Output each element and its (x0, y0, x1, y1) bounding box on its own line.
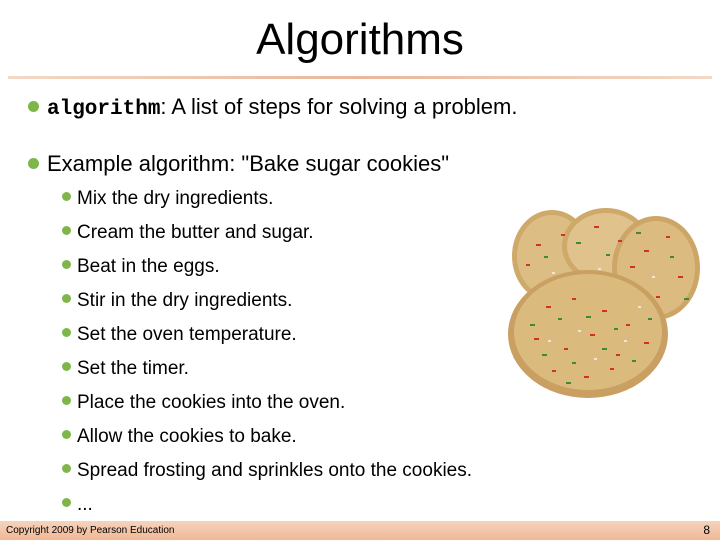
slide-title: Algorithms (256, 15, 464, 64)
step-item (62, 288, 292, 314)
bullet-icon (62, 294, 71, 303)
step-item (62, 390, 345, 416)
step-item (62, 254, 220, 280)
step-item (62, 220, 314, 246)
bullet-icon (28, 101, 39, 112)
example-bullet-item (28, 149, 449, 179)
footer-copyright: Copyright 2009 by Pearson Education (6, 525, 175, 536)
step-item (62, 322, 297, 348)
step-text: Set the oven temperature. (77, 324, 297, 345)
bullet-icon (62, 430, 71, 439)
step-item (62, 186, 273, 212)
bullet-icon (62, 362, 71, 371)
title-divider (8, 76, 712, 79)
bullet-icon (62, 498, 71, 507)
step-text: ... (77, 494, 93, 515)
definition-text: : A list of steps for solving a problem. (160, 94, 518, 119)
bullet-icon (62, 396, 71, 405)
definition-term: algorithm (47, 98, 161, 121)
page-number: 8 (703, 523, 710, 537)
bullet-icon (62, 464, 71, 473)
step-text: Beat in the eggs. (77, 256, 220, 277)
cookie-photo (506, 206, 702, 400)
step-text: Stir in the dry ingredients. (77, 290, 293, 311)
step-text: Allow the cookies to bake. (77, 426, 297, 447)
step-item (62, 492, 93, 518)
bullet-icon (62, 192, 71, 201)
step-text: Cream the butter and sugar. (77, 222, 314, 243)
step-text: Set the timer. (77, 358, 189, 379)
bullet-icon (62, 328, 71, 337)
cookie-front (508, 270, 668, 398)
example-heading: Example algorithm: "Bake sugar cookies" (47, 151, 450, 176)
step-text: Spread frosting and sprinkles onto the cookies. (77, 460, 473, 481)
step-item (62, 458, 472, 484)
step-item (62, 424, 297, 450)
step-text: Place the cookies into the oven. (77, 392, 346, 413)
bullet-icon (62, 260, 71, 269)
bullet-icon (62, 226, 71, 235)
bullet-icon (28, 158, 39, 169)
step-item (62, 356, 189, 382)
definition-bullet-item (28, 92, 517, 125)
step-text: Mix the dry ingredients. (77, 188, 274, 209)
